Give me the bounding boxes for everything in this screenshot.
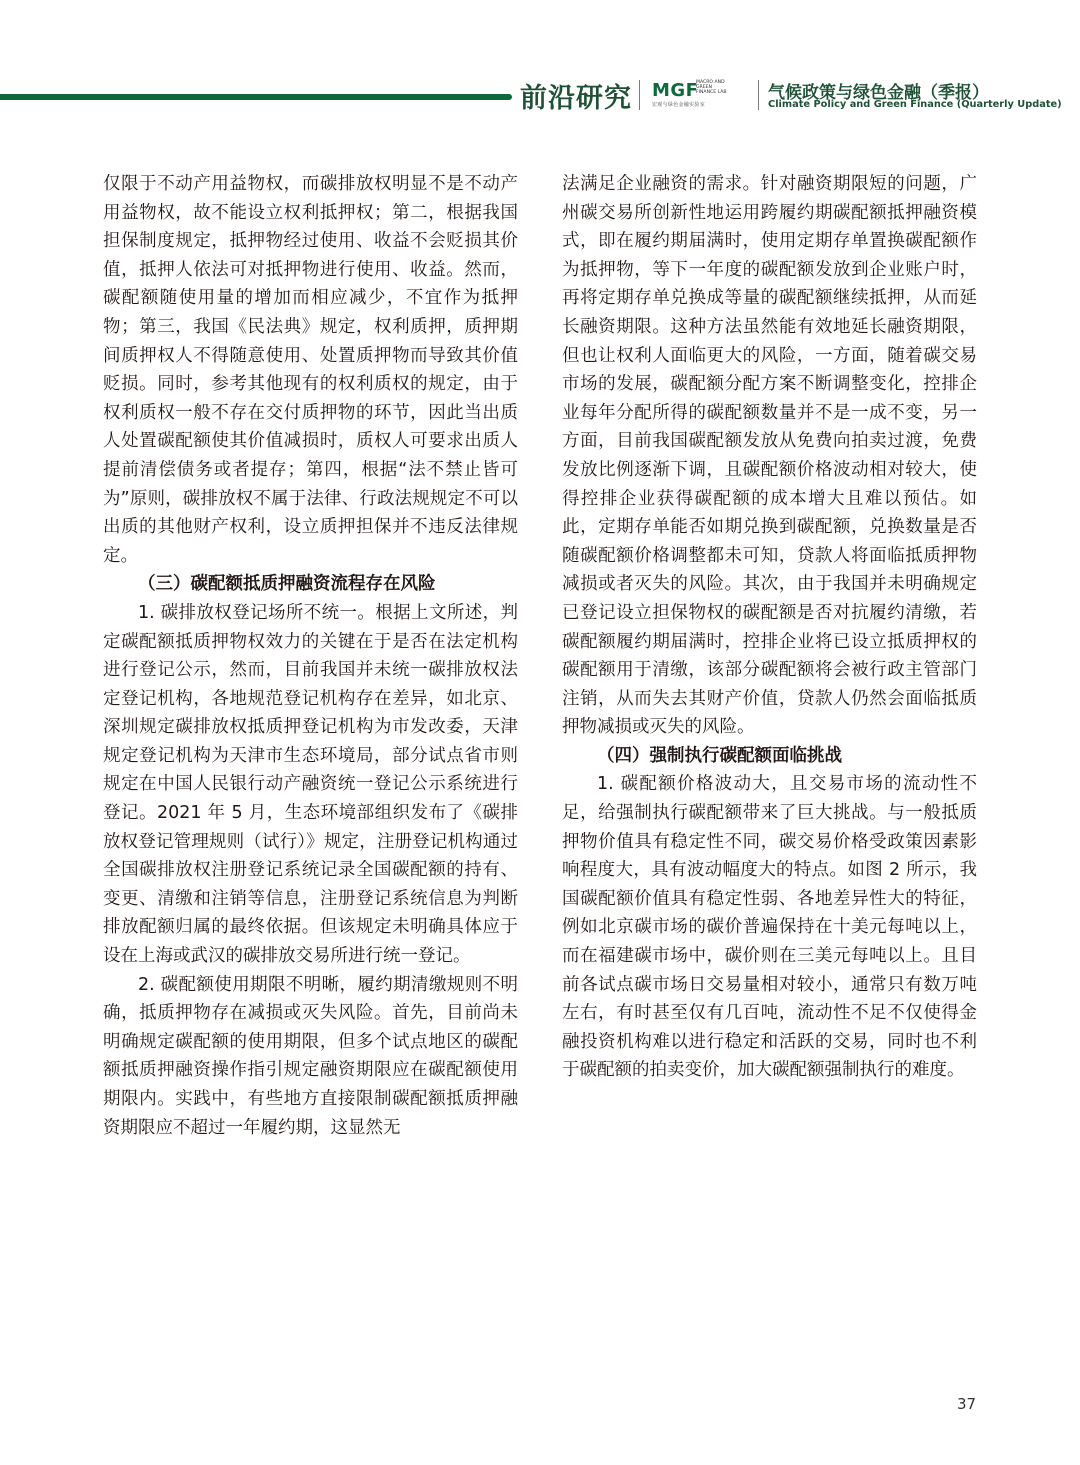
header-divider: [639, 80, 640, 110]
section-heading: （三）碳配额抵质押融资流程存在风险: [138, 574, 436, 595]
page-number: 37: [957, 1395, 977, 1413]
logo-chinese-name: 宏观与绿色金融实验室: [652, 102, 706, 108]
section-heading: （四）强制执行碳配额面临挑战: [597, 745, 842, 766]
section-title: 前沿研究: [520, 83, 632, 114]
header-divider: [758, 80, 759, 110]
publication-title-cn: 气候政策与绿色金融（季报）: [768, 83, 989, 103]
mgf-logo: [652, 80, 752, 110]
paragraph: 法满足企业融资的需求。针对融资期限短的问题，广州碳交易所创新性地运用跨履约期碳配额抵押融资模式，即在履约期届满时，使用定期存单置换碳配额作为抵押物，等下一年度的碳配额发放到企业账户时，再将定期存单兑换成等量的碳配额继续抵押，从而延长融资期限。这种方法虽然能有效地延长融资期限，但也让权利人面临更大的风险，一方面，随着碳交易市场的发展，碳配额分配方案不断调整变化，控排企业每年分配所得的碳配额数量并不是一成不变，另一方面，目前我国碳配额发放从免费向拍卖过渡，免费发放比例逐渐下调，且碳配额价格波动相对较大，使得控排企业获得碳配额的成本增大且难以预估。如此，定期存单能否如期兑换到碳配额，兑换数量是否随碳配额价格调整都未可知，贷款人将面临抵质押物减损或者灭失的风险。其次，由于我国并未明确规定已登记设立担保物权的碳配额是否对抗履约清缴，若碳配额履约期届满时，控排企业将已设立抵质押权的碳配额用于清缴，该部分碳配额将会被行政主管部门注销，从而失去其财产价值，贷款人仍然会面临抵质押物减损或灭失的风险。: [562, 174, 977, 738]
header-rule: [0, 94, 512, 100]
paragraph: 仅限于不动产用益物权，而碳排放权明显不是不动产用益物权，故不能设立权利抵押权；第二，根据我国担保制度规定，抵押物经过使用、收益不会贬损其价值，抵押人依法可对抵押物进行使用、收益。然而，碳配额随使用量的增加而相应减少，不宜作为抵押物；第三，我国《民法典》规定，权利质押，质押期间质押权人不得随意使用、处置质押物而导致其价值贬损。同时，参考其他现有的权利质权的规定，由于权利质权一般不存在交付质押物的环节，因此当出质人处置碳配额使其价值减损时，质权人可要求出质人提前清偿债务或者提存；第四，根据“法不禁止皆可为”原则，碳排放权不属于法律、行政法规规定不可以出质的其他财产权利，设立质押担保并不违反法律规定。: [103, 174, 518, 566]
left-column: [103, 170, 518, 1142]
logo-subtitle: MACRO AND GREEN FINANCE LAB: [696, 80, 727, 95]
publication-title-en: Climate Policy and Green Finance (Quarterly Update): [768, 99, 1062, 110]
logo-mark: MGF: [652, 80, 699, 101]
paragraph: 1. 碳配额价格波动大，且交易市场的流动性不足，给强制执行碳配额带来了巨大挑战。与一般抵质押物价值具有稳定性不同，碳交易价格受政策因素影响程度大，具有波动幅度大的特点。如图 2 所示，我国碳配额价值具有稳定性弱、各地差异性大的特征，例如北京碳市场的碳价普遍保持在十美元每吨以上，而在福建碳市场中，碳价则在三美元每吨以上。且目前各试点碳市场日交易量相对较小，通常只有数万吨左右，有时甚至仅有几百吨，流动性不足不仅使得金融投资机构难以进行稳定和活跃的交易，同时也不利于碳配额的拍卖变价，加大碳配额强制执行的难度。: [562, 774, 977, 1081]
right-column: [562, 170, 977, 1085]
paragraph: 1. 碳排放权登记场所不统一。根据上文所述，判定碳配额抵质押物权效力的关键在于是否在法定机构进行登记公示，然而，目前我国并未统一碳排放权法定登记机构，各地规范登记机构存在差异，如北京、深圳规定碳排放权抵质押登记机构为市发改委，天津规定登记机构为天津市生态环境局，部分试点省市则规定在中国人民银行动产融资统一登记公示系统进行登记。2021 年 5 月，生态环境部组织发布了《碳排放权登记管理规则（试行）》规定，注册登记机构通过全国碳排放权注册登记系统记录全国碳配额的持有、变更、清缴和注销等信息，注册登记系统信息为判断排放配额归属的最终依据。但该规定未明确具体应于设在上海或武汉的碳排放交易所进行统一登记。: [103, 602, 518, 967]
paragraph: 2. 碳配额使用期限不明晰，履约期清缴规则不明确，抵质押物存在减损或灭失风险。首先，目前尚未明确规定碳配额的使用期限，但多个试点地区的碳配额抵质押融资操作指引规定融资期限应在碳配额使用期限内。实践中，有些地方直接限制碳配额抵质押融资期限应不超过一年履约期，这显然无: [103, 974, 518, 1138]
